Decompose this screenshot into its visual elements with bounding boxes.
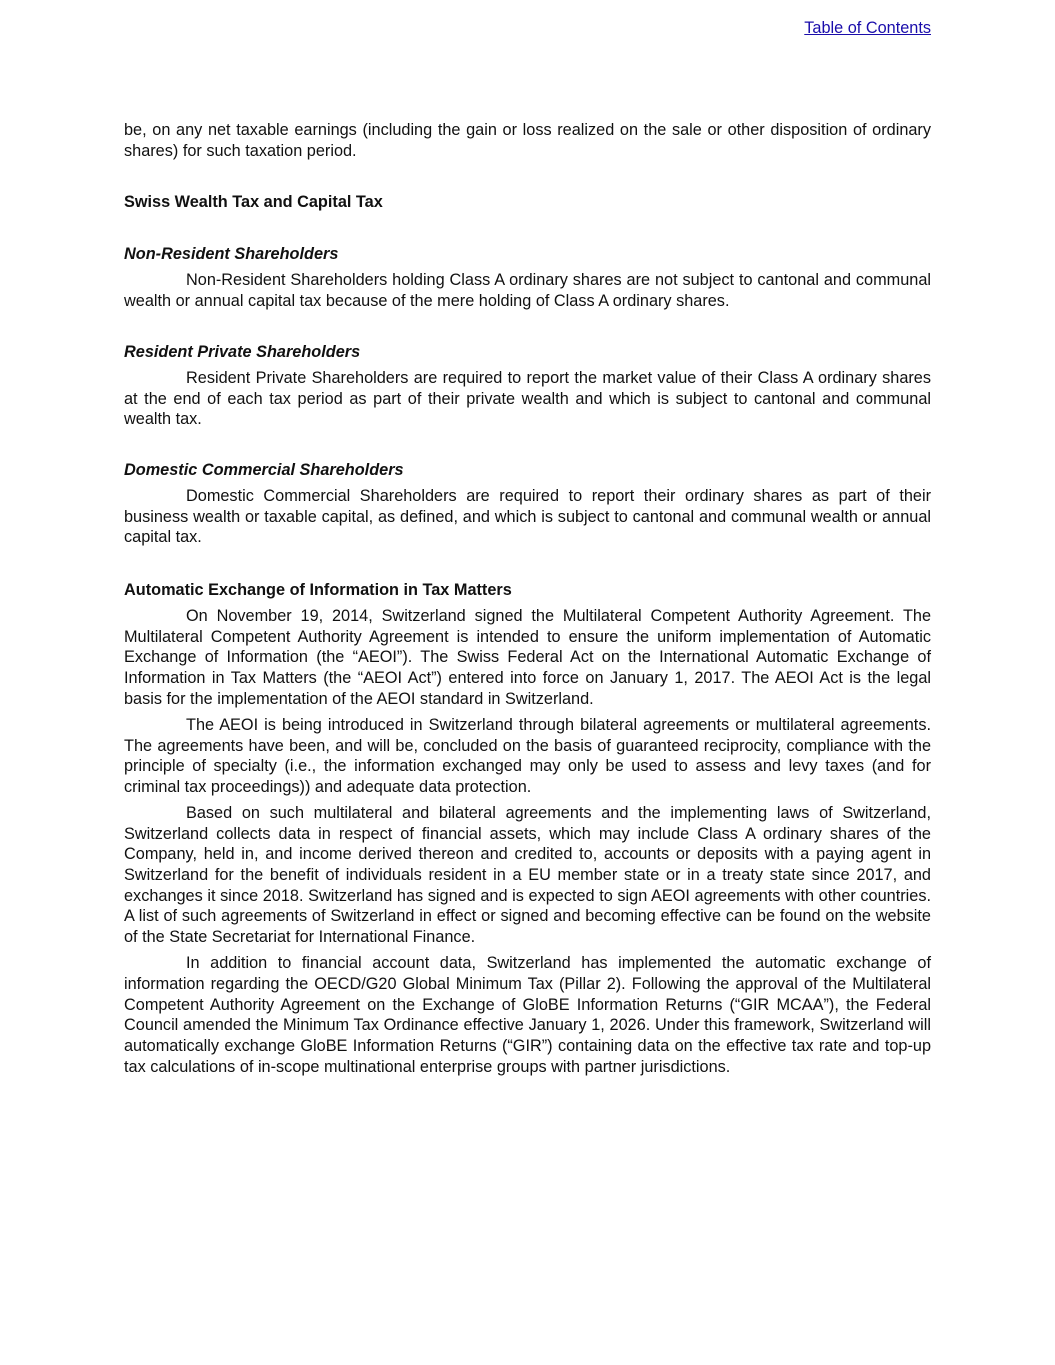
subheading-non-resident: Non-Resident Shareholders [124,245,339,263]
aeoi-paragraph: In addition to financial account data, Switzerland has implemented the automatic exchange of information regarding the OECD/G20 Global Minimum Tax (Pillar 2). Following the approval of the Multilateral Competent Authority Agreement on the Exchange of GloBE Information Returns (“GIR MCAA”), the Federal Council amended the Minimum Tax Ordinance effective January 1, 2026. Under this framework, Switzerland will automatically exchange GloBE Information Returns (“GIR”) containing data on the effective tax rate and top-up tax calculations of in-scope multinational enterprise groups with partner jurisdictions. [124,954,931,1076]
domestic-paragraph: Domestic Commercial Shareholders are required to report their ordinary shares as part of their business wealth or taxable capital, as defined, and which is subject to cantonal and communal wealth or annual capital tax. [124,487,931,547]
section-heading-wealth-tax: Swiss Wealth Tax and Capital Tax [124,193,383,211]
subheading-domestic: Domestic Commercial Shareholders [124,461,404,479]
intro-paragraph: be, on any net taxable earnings (including the gain or loss realized on the sale or other disposition of ordinary shares) for such taxation period. [124,121,931,160]
non-resident-block [124,244,931,311]
subheading-resident: Resident Private Shareholders [124,343,361,361]
aeoi-paragraph: On November 19, 2014, Switzerland signed the Multilateral Competent Authority Agreement. The Multilateral Competent Authority Agreement is intended to ensure the uniform implementation of Automatic Exchange of Information (the “AEOI”). The Swiss Federal Act on the International Automatic Exchange of Information in Tax Matters (the “AEOI Act”) entered into force on January 1, 2017. The AEOI Act is the legal basis for the implementation of the AEOI standard in Switzerland. [124,607,931,708]
domestic-block [124,460,931,548]
aeoi-paragraph: The AEOI is being introduced in Switzerland through bilateral agreements or multilateral agreements. The agreements have been, and will be, concluded on the basis of guaranteed reciprocity, compliance with the principle of specialty (i.e., the information exchanged may only be used to assess and levy taxes (and for criminal tax proceedings)) and adequate data protection. [124,715,931,796]
resident-block [124,342,931,430]
table-of-contents-link[interactable]: Table of Contents [804,19,931,37]
resident-paragraph: Resident Private Shareholders are required to report the market value of their Class A ordinary shares at the end of each tax period as part of their private wealth and which is subject to cantonal and communal wealth tax. [124,369,931,429]
aeoi-section [124,580,931,1077]
aeoi-paragraph: Based on such multilateral and bilateral agreements and the implementing laws of Switzerland, Switzerland collects data in respect of financial assets, which may include Class A ordinary shares of the Company, held in, and income derived thereon and credited to, accounts or deposits with a paying agent in Switzerland for the benefit of individuals resident in a EU member state or in a treaty state since 2017, and exchanges it since 2018. Switzerland has signed and is expected to sign AEOI agreements with other countries. A list of such agreements of Switzerland in effect or signed and becoming effective can be found on the website of the State Secretariat for International Finance. [124,803,931,947]
section-heading-aeoi: Automatic Exchange of Information in Tax Matters [124,581,512,599]
non-resident-paragraph: Non-Resident Shareholders holding Class A ordinary shares are not subject to cantonal and communal wealth or annual capital tax because of the mere holding of Class A ordinary shares. [124,271,931,310]
